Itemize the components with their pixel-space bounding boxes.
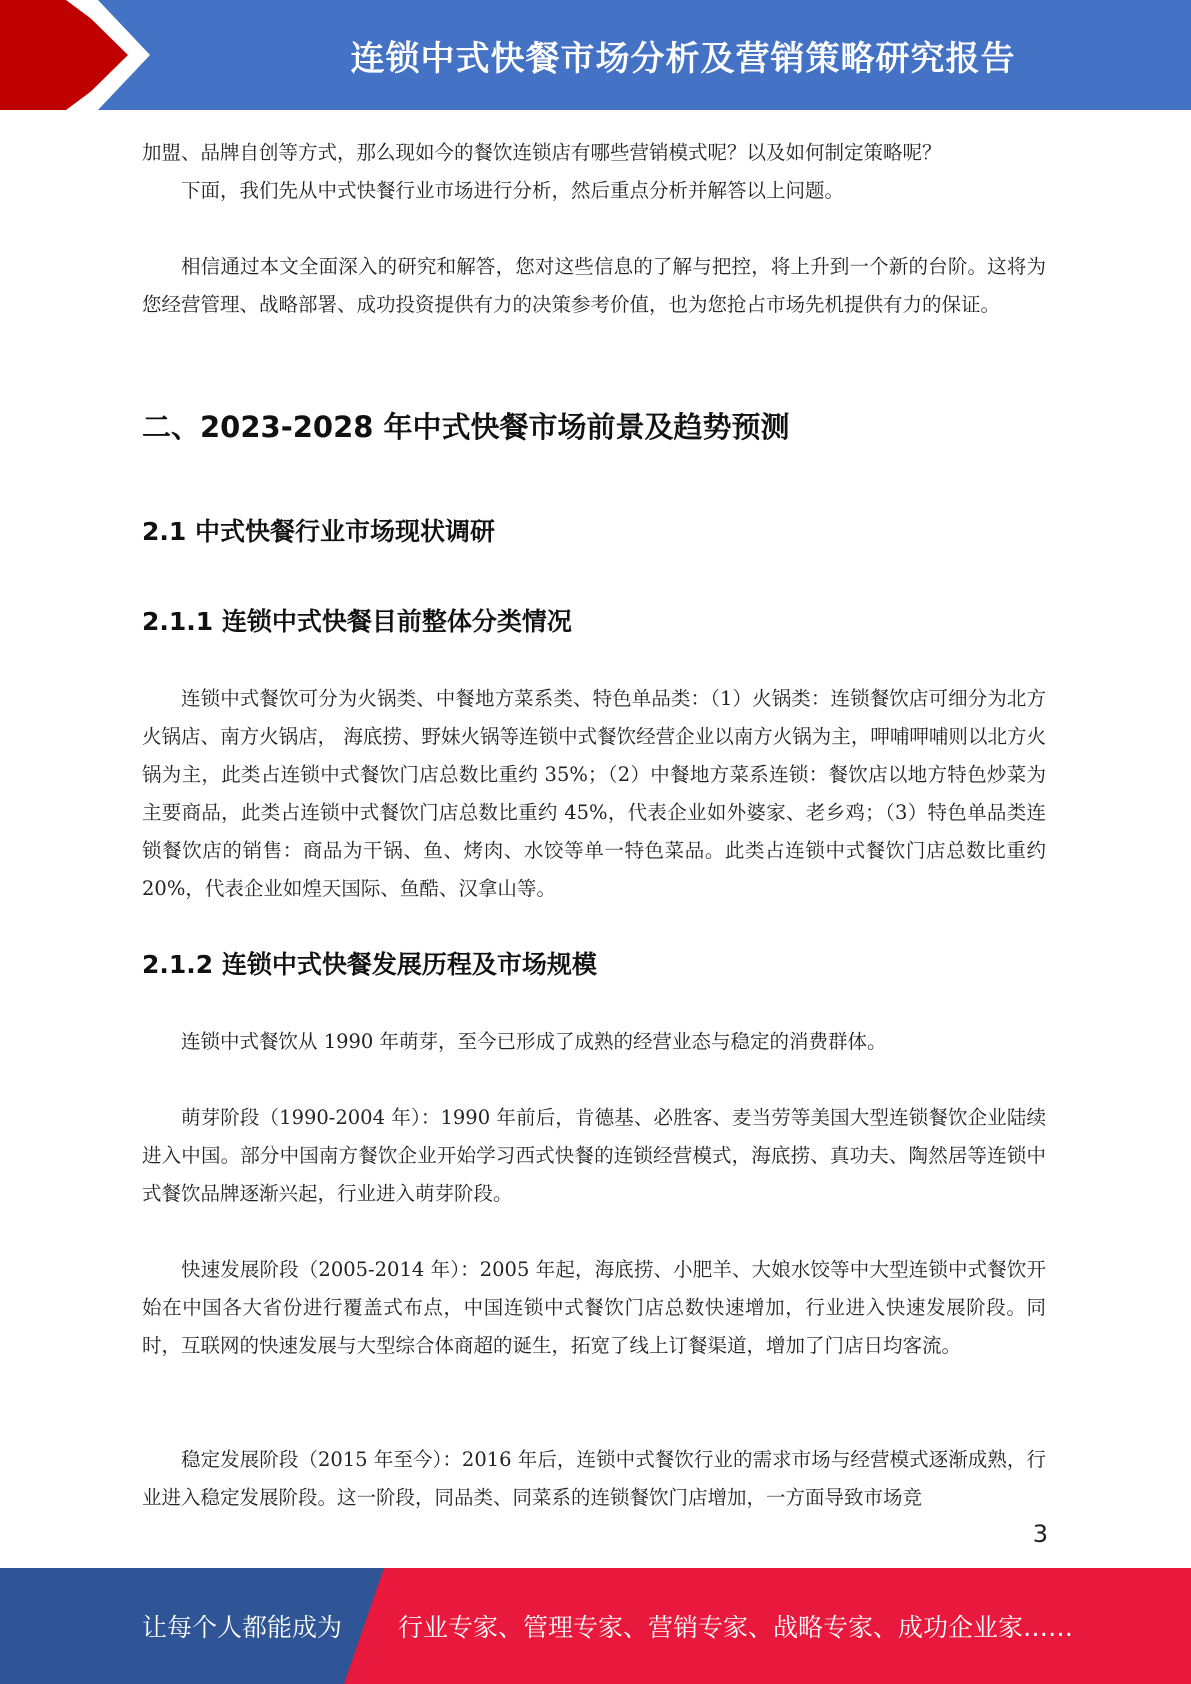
paragraph-intro-continuation: 加盟、品牌自创等方式，那么现如今的餐饮连锁店有哪些营销模式呢？以及如何制定策略呢？ <box>142 141 942 164</box>
report-title: 连锁中式快餐市场分析及营销策略研究报告 <box>350 38 1016 79</box>
paragraph-value-statement: 相信通过本文全面深入的研究和解答，您对这些信息的了解与把控，将上升到一个新的台阶。这将为您经营管理、战略部署、成功投资提供有力的决策参考价值，也为您抢占市场先机提供有力的保证。 <box>142 255 1046 316</box>
paragraph-stage-2: 快速发展阶段（2005-2014 年）：2005 年起，海底捞、小肥羊、大娘水饺等中大型连锁中式餐饮开始在中国各大省份进行覆盖式布点，中国连锁中式餐饮门店总数快速增加，行业进入快速发展阶段。同时，互联网的快速发展与大型综合体商超的诞生，拓宽了线上订餐渠道，增加了门店日均客流。 <box>142 1258 1046 1357</box>
footer-slogan-right: 行业专家、管理专家、营销专家、战略专家、成功企业家…… <box>398 1613 1074 1642</box>
paragraph-history-intro: 连锁中式餐饮从 1990 年萌芽，至今已形成了成熟的经营业态与稳定的消费群体。 <box>181 1030 887 1053</box>
paragraph-stage-1: 萌芽阶段（1990-2004 年）：1990 年前后，肯德基、必胜客、麦当劳等美国大型连锁餐饮企业陆续进入中国。部分中国南方餐饮企业开始学习西式快餐的连锁经营模式，海底捞、真功夫、陶然居等连锁中式餐饮品牌逐渐兴起，行业进入萌芽阶段。 <box>142 1106 1046 1205</box>
page-footer <box>0 1568 1191 1684</box>
header-chevron-icon <box>0 0 160 110</box>
page-number: 3 <box>1032 1520 1048 1548</box>
paragraph-stage-3: 稳定发展阶段（2015 年至今）：2016 年后，连锁中式餐饮行业的需求市场与经营模式逐渐成熟，行业进入稳定发展阶段。这一阶段，同品类、同菜系的连锁餐饮门店增加，一方面导致市场竞 <box>142 1448 1046 1509</box>
page-header <box>0 0 1191 110</box>
section-heading-2-1-1: 2.1.1 连锁中式快餐目前整体分类情况 <box>142 607 572 636</box>
section-heading-2: 二、2023-2028 年中式快餐市场前景及趋势预测 <box>142 410 790 444</box>
section-heading-2-1: 2.1 中式快餐行业市场现状调研 <box>142 517 495 546</box>
paragraph-classification: 连锁中式餐饮可分为火锅类、中餐地方菜系类、特色单品类：（1）火锅类：连锁餐饮店可细分为北方火锅店、南方火锅店， 海底捞、野妹火锅等连锁中式餐饮经营企业以南方火锅为主，呷哺呷哺则以北方火锅为主，此类占连锁中式餐饮门店总数比重约 35%；（2）中餐地方菜系连锁：餐饮店以地方特色炒菜为主要商品，此类占连锁中式餐饮门店总数比重约 45%，代表企业如外婆家、老乡鸡；（3）特色单品类连锁餐饮店的销售：商品为干锅、鱼、烤肉、水饺等单一特色菜品。此类占连锁中式餐饮门店总数比重约 20%，代表企业如煌天国际、鱼酷、汉拿山等。 <box>142 687 1046 900</box>
footer-slogan-left: 让每个人都能成为 <box>142 1613 343 1642</box>
paragraph-analysis-plan: 下面，我们先从中式快餐行业市场进行分析，然后重点分析并解答以上问题。 <box>181 179 845 202</box>
section-heading-2-1-2: 2.1.2 连锁中式快餐发展历程及市场规模 <box>142 950 597 979</box>
